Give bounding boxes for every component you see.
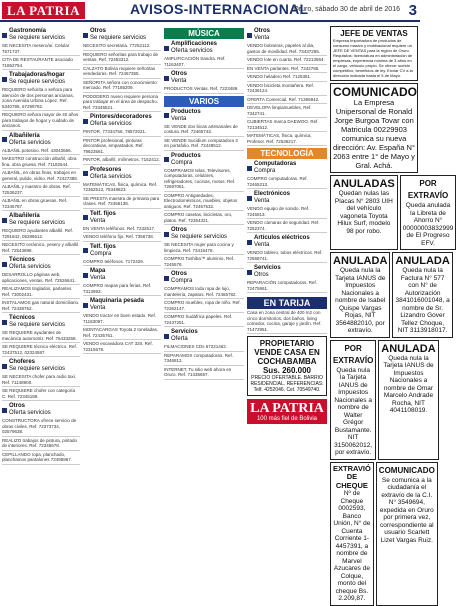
category-subheading: Venta xyxy=(254,35,270,41)
classified-ad: MATEMÁTICAS, física, química. Ref. 72362513, 75348823. xyxy=(83,182,161,195)
category-heading xyxy=(2,133,80,147)
section-band: VARIOS xyxy=(164,96,244,107)
classified-ad: MONTACARGAS Toyota 2 toneladas. Ref. 72435761. xyxy=(83,327,161,340)
category-subheading: Venta xyxy=(90,217,106,224)
classified-ad: CUBIERTAS marca DAEWOO. Ref. 72134512. xyxy=(247,119,327,132)
square-bullet-icon xyxy=(247,33,252,38)
classified-ad: MATEMÁTICAS, física, química, Profesor. Ref. 72536217. xyxy=(247,133,327,146)
category-heading xyxy=(83,298,161,312)
comunicado-1 xyxy=(330,83,418,173)
category-heading xyxy=(83,28,161,42)
square-bullet-icon xyxy=(2,77,7,82)
anulada-3-text: Queda nula la Factura N° 577 con N° de Autorización 3841016001048, a nombre de Sr. Lizandro Gover Tellez Choque, NIT 3113918017. xyxy=(395,267,450,334)
cochabamba-price: Sus. 260.000 xyxy=(262,366,312,375)
comunicado-2-text: Se comunica a la ciudadanía el extravío de la C.I. N° 3549694, expedida en Oruro por primera vez, correspondiente al usuario Scarlett Lizet Vargas Ruiz. xyxy=(379,476,434,544)
classified-ad: MAESTRO construcción albañil, obra fina, obra gruesa. Ref. 71182544. xyxy=(2,156,80,169)
classified-ad: COMPRO Toshiba™ aluminio, Ref. 7245578. xyxy=(164,256,244,269)
extravio-1-title: POR EXTRAVÍO xyxy=(407,179,449,200)
square-bullet-icon xyxy=(247,166,252,171)
category-subheading: Se requiere servicios xyxy=(9,322,66,328)
category-subheading: Compra xyxy=(171,159,193,166)
category-name: Otros xyxy=(171,227,188,233)
page-header xyxy=(0,0,420,22)
anulada-notice-2 xyxy=(330,252,390,338)
category-heading xyxy=(83,244,161,258)
category-name: Telf. fijos xyxy=(90,243,116,250)
anuladas-title: ANULADAS xyxy=(333,178,395,190)
classified-ad: CITA DE RESTAURANTE asociado 71862754. xyxy=(2,57,80,70)
square-bullet-icon xyxy=(83,215,88,220)
category-subheading: Se requiere servicios xyxy=(9,79,66,85)
classified-ad: VENDO excavadora CAT 320. Ref. 72315678. xyxy=(83,341,161,354)
category-name: Servicios xyxy=(171,329,198,335)
category-heading xyxy=(2,213,80,227)
anulada-notice-4 xyxy=(378,340,438,460)
category-heading xyxy=(2,359,80,373)
category-subheading: Se requiere servicios xyxy=(9,35,66,41)
classified-ad: VENDO teléfono fijo. Ref. 7356738. xyxy=(83,234,161,242)
category-heading xyxy=(2,315,80,329)
comunicado-1-title: COMUNICADO xyxy=(333,85,417,99)
category-name: Electrónicos xyxy=(254,191,291,197)
category-name: Técnicos xyxy=(9,257,36,263)
classified-ad: COMPRO mapas para ferias. Ref. 7313993. xyxy=(83,283,161,296)
category-name: Otros xyxy=(90,28,107,34)
square-bullet-icon xyxy=(164,157,169,162)
category-heading xyxy=(164,41,244,55)
classified-ad: SE REQUIERE chofer con categoría C. Ref. 72345189. xyxy=(2,388,80,401)
square-bullet-icon xyxy=(2,262,7,267)
classified-ad: NECESITO cerámico, yesero y albañil. Ref. 72543898. xyxy=(2,242,80,255)
category-name: Otros xyxy=(9,403,26,409)
classified-ad: ALBAÑIL y maestro de obras. Ref. 72536237. xyxy=(2,184,80,197)
square-bullet-icon xyxy=(2,218,7,223)
section-band: TECNOLOGÍA xyxy=(247,148,327,159)
anulada-3-title: ANULADA xyxy=(395,255,450,267)
newspaper-logo: LA PATRIA xyxy=(2,2,85,19)
category-name: Técnicos xyxy=(9,315,36,321)
category-name: Albañilería xyxy=(9,132,40,139)
notices-row-1 xyxy=(330,173,454,250)
comunicado-1-text: La Empresa Unipersonal de Ronald Jorge Burgoa Tovar con Matricula 00229903 comunica su nueva dirección: Av. España N° 2063 entre 1° de Mayo y Gral. Achá. xyxy=(333,98,415,170)
classified-ad: COMPRAMOS telas, Televisores, computadoras, celulares, refrigeradores, cocinas, motos. Ref. 72697061. xyxy=(164,168,244,192)
anulada-4-title: ANULADA xyxy=(381,342,436,355)
category-name: Servicios xyxy=(254,265,281,271)
category-name: Pintores/decoradores xyxy=(90,114,152,120)
category-subheading: Se requiere servicios xyxy=(9,220,66,226)
category-subheading: Se requiere servicios xyxy=(9,366,66,372)
category-subheading: Se requiere servicios xyxy=(90,35,147,41)
extravio-1-text: Queda anulada la Libreta de Ahorro N° 00000003832999 de El Progreso EFV. xyxy=(402,202,454,247)
category-name: Choferes xyxy=(9,359,36,365)
classified-ad: INTERNET, Tu sitio web ahora en Oruro. Ref. 71435697. xyxy=(164,367,244,380)
category-name: Otros xyxy=(171,71,188,77)
category-heading xyxy=(164,271,244,285)
classified-ad: SE NECESITA mesero/a/. Celular 7671737. xyxy=(2,43,80,56)
classified-ad: PODODERO nuevo requiere persona para trabajar en el área de despacho. Ref. 73345521. xyxy=(83,94,161,113)
classified-ad: VENDO tablero, tubos eléctricos. Ref. 72568741. xyxy=(247,250,327,263)
cheque-notice xyxy=(330,462,374,606)
category-heading xyxy=(247,28,327,42)
anulada-2-title: ANULADA xyxy=(333,255,388,267)
jefe-ventas-title: JEFE DE VENTAS xyxy=(340,29,408,38)
notices-row-3 xyxy=(330,338,436,460)
classified-ad: COMPRO computadoras. Ref. 72465213. xyxy=(247,176,327,189)
classified-ad: PINTOR, albañil, milímetros. 7152412. xyxy=(83,157,161,165)
classified-ad: COMPRO casetas, bicicletas, oro, platos. Ref. 72354321. xyxy=(164,212,244,225)
square-bullet-icon xyxy=(247,196,252,201)
category-heading xyxy=(247,235,327,249)
square-bullet-icon xyxy=(164,232,169,237)
classified-ad: INSTALAMOS gas natural domiciliario. Ref. 72438752. xyxy=(2,300,80,313)
classified-ad: COMPRO Sudáfrica papeles. Ref. 72437251. xyxy=(164,314,244,327)
square-bullet-icon xyxy=(164,334,169,339)
column-1 xyxy=(2,26,80,544)
category-name: Telf. fijos xyxy=(90,210,116,217)
category-heading xyxy=(83,167,161,181)
page-number: 3 xyxy=(408,2,417,19)
classified-ad: VENDO bicicleta montañera. Ref. 72436124. xyxy=(247,83,327,96)
cheque-text: Nº de Cheque 0002593, Banco Unión, N° de Cuenta Corriente 1-4457391, a nombre de Marvel Azucares de Colque, monto del cheque Bs. 2.209,87. xyxy=(333,490,371,602)
category-heading xyxy=(2,28,80,42)
category-heading xyxy=(164,71,244,85)
category-subheading: Venta xyxy=(90,275,106,281)
patria-promo-logo: LA PATRIA xyxy=(250,401,324,416)
square-bullet-icon xyxy=(164,276,169,281)
classified-ad: DESARROLLO páginas web, aplicaciones, ventas. Ref. 72526641. xyxy=(2,272,80,285)
classified-ad: REALIZO trabajos de pintura, pintado de interiores. Ref. 72345678. xyxy=(2,438,80,451)
column-3 xyxy=(164,26,244,544)
classified-ad: SE VENDE dos bicas artesanales de costura. Ref. 72465743. xyxy=(164,124,244,137)
category-heading xyxy=(2,72,80,86)
category-heading xyxy=(164,109,244,123)
classified-ad: EN VENTA teléfonos. Ref. 7232517. xyxy=(83,226,161,234)
classified-ad: VENDO equipo de sonido. Ref. 7245813. xyxy=(247,206,327,219)
square-bullet-icon xyxy=(2,408,7,413)
column-4 xyxy=(247,26,327,544)
column-2 xyxy=(83,26,161,544)
cochabamba-ad xyxy=(247,336,327,396)
section-title: AVISOS-INTERNACIONAL xyxy=(130,1,309,17)
category-subheading: Oferta servicios xyxy=(9,139,51,146)
category-subheading: Compra xyxy=(254,168,276,174)
classified-ad: CONSTRUCTORA ofrece servicio de obras civiles. Ref. 72373734, 02579638. xyxy=(2,418,80,437)
notices-row-4 xyxy=(330,460,435,606)
cochabamba-text: PRECIO OFERTABLE. BARRIO RESIDENCIAL. REFERENCIAS: Telf. 4252046. Cel. 70549740. xyxy=(250,375,324,393)
square-bullet-icon xyxy=(83,171,88,176)
square-bullet-icon xyxy=(83,119,88,124)
jefe-ventas-text: Empresa Importadora de productos de consumo masivo y multinacional requiere un JEFE DE VENTAS para la región de Oruro. Requisitos: licenciatura en administración de empresas, experiencia mínima de 3 años en el cargo, vehículo propio. Se ofrece: sueldo competitivo, beneficios de ley. Enviar CV a la dirección indicada hasta el 5 de Mayo. xyxy=(333,38,413,78)
category-heading xyxy=(247,265,327,279)
classified-ad: PRODUCTOS Ventas. Ref. 7223489. xyxy=(164,86,244,94)
category-heading xyxy=(2,403,80,417)
classified-ad: COMPRO Antigüedades, Electrodomésticos, muebles, objetos antiguos. Ref. 72467532. xyxy=(164,193,244,212)
extravio-notice-1 xyxy=(400,175,456,250)
notices-row-2 xyxy=(330,250,450,338)
classified-ad: VENDO tractor en buen estado. Ref. 71183097. xyxy=(83,313,161,326)
extravio-notice-2 xyxy=(330,340,376,460)
category-heading xyxy=(2,257,80,271)
category-name: Productos xyxy=(171,152,201,159)
category-subheading: Venta xyxy=(254,198,270,204)
classified-ad: REALIZAMOS tinglados, parlantes. Ref. 73002431. xyxy=(2,286,80,299)
category-heading xyxy=(247,161,327,175)
category-heading xyxy=(83,268,161,282)
classified-ad: DEVELOPA limpiamuebles, Ref. 7342741. xyxy=(247,105,327,118)
category-name: Albañilería xyxy=(9,213,40,219)
classified-ad: PINTOR. 77334756, 78572021. xyxy=(83,129,161,137)
comunicado-2 xyxy=(376,462,438,606)
classified-ad: PINTOR profesional, pinturas decorativas, empastados. Ref. 79623561. xyxy=(83,138,161,157)
cheque-title: EXTRAVIÓ DE CHEQUE xyxy=(333,463,371,490)
classified-ad: SE NECESITA mujer para cocina y limpieza. Ref. 73416478. xyxy=(164,242,244,255)
anulada-2-text: Queda nula la Tarjeta IANUS de Impuestos Nacionales a nombre de Isabel Quispe Vargas Rojas, NIT 3564882010, por extravío. xyxy=(335,267,386,334)
classified-ad: COMPRAMOS toda ropa de lujo, mantelería, zapatos. Ref. 72465782. xyxy=(164,286,244,299)
category-subheading: Compra xyxy=(90,250,112,257)
category-heading xyxy=(83,211,161,225)
anulada-notice-3 xyxy=(392,252,452,338)
classified-ad: VENDO botineras, papeles al dia, gastos de movilidad. Ref. 73437255. xyxy=(247,43,327,56)
category-subheading: Oferta servicios xyxy=(9,410,51,416)
patria-promo-slogan: 100 más fiel de Bolivia xyxy=(256,416,318,422)
classified-ad: AMPLIFICACIÓN Sandra. Ref. 71163407. xyxy=(164,56,244,69)
category-heading xyxy=(164,153,244,167)
extravio-2-title: POR EXTRAVÍO xyxy=(333,343,374,365)
anulada-4-text: Queda nula la Tarjeta IANUS de Impuestos Nacionales a nombre de Omar Marcelo Andrade Rocha, NIT 4041108019. xyxy=(383,354,434,414)
extravio-2-text: Queda nula la Tarjeta IANUS de Impuestos Nacionales a nombre de Walter Grégor Bustamante. NIT 3150062012, por extravío. xyxy=(334,366,373,456)
square-bullet-icon xyxy=(247,270,252,275)
category-name: Amplificaciones xyxy=(171,41,218,47)
tarija-banner: EN TARIJA xyxy=(247,297,327,309)
category-subheading: Oferta servicios xyxy=(90,121,132,127)
classified-ad: NECESITO secretaria. 77252112. xyxy=(83,43,161,51)
issue-date: Oruro, sábado 30 de abril de 2016 xyxy=(293,6,400,13)
classified-ad: REPARACIÓN computadoras. Ref. 72475861. xyxy=(247,280,327,293)
classified-ad: SEÑORITA señora con conocimiento mercado. Ref. 77185209. xyxy=(83,80,161,93)
classified-ad: SE REQUIERE técnico eléctrico. Ref. 72437512, 02324587. xyxy=(2,344,80,357)
classified-ad: CALZATO Bolivia requiere señoritas vendedoras. Ref. 72467355. xyxy=(83,66,161,79)
classified-ad: SE VENDE Sucidium computadora 3 en portafolio. Ref. 72448512. xyxy=(164,138,244,151)
classified-ad: VENDO cámaras de seguridad. Ref. 7252374. xyxy=(247,220,327,233)
square-bullet-icon xyxy=(2,364,7,369)
category-subheading: Venta xyxy=(90,305,106,311)
classified-ad: EN VENTA parlantes. Ref. 7242785. xyxy=(247,66,327,74)
anuladas-notice xyxy=(330,175,398,250)
column-5 xyxy=(330,26,454,602)
classified-ad: OFERTA Comercial. Ref. 71365842. xyxy=(247,97,327,105)
classified-ad: REQUIERO señorita o señora para atención de dos personas ancianas, zona Avenida Urbina López. Ref. 5340785, 67299782. xyxy=(2,87,80,111)
category-subheading: Venta xyxy=(171,78,187,84)
category-heading xyxy=(247,191,327,205)
classified-ad: VENDO lote en cuarta. Ref. 72213564. xyxy=(247,57,327,65)
classified-ad: ALBAÑIL, en obras finas, trabajos en general, pulido, vidrio. Ref. 72427388. xyxy=(2,170,80,183)
classified-ad: VENDO heladero Ref. 7125381. xyxy=(247,74,327,82)
category-subheading: Venta xyxy=(254,242,270,248)
square-bullet-icon xyxy=(2,320,7,325)
classified-ad: REQUIERO ayudantes albañil. Ref. 7291842, 05286612. xyxy=(2,228,80,241)
classified-ad: COMPRO muebles, ropa de niño. Ref. 72362147. xyxy=(164,300,244,313)
classified-ad: COMPRO teléfonos. 7172429. xyxy=(83,259,161,267)
anuladas-text: Quedan nulas las Placas N° 2803 UIH del vehículo vagoneta Toyota Hilux Surf, modelo 98 por robo. xyxy=(334,190,393,235)
classified-ad: REQUIERO señora mayor de 40 años para trabajos de hogar y cuidado de ancianos. xyxy=(2,112,80,131)
category-name: Maquinaria pesada xyxy=(90,298,145,304)
square-bullet-icon xyxy=(2,33,7,38)
category-subheading: Oferta servicios xyxy=(171,48,213,54)
cochabamba-title: PROPIETARIO VENDE CASA EN COCHABAMBA xyxy=(254,339,320,366)
classified-ad: REQUIERO señoritas para trabajo de ventas. Ref. 72453312. xyxy=(83,52,161,65)
square-bullet-icon xyxy=(83,273,88,278)
tarija-ad-text: Casa en zona central de 400 m2 con cinco dormitorios, dos baños, living comedor, cocina, garaje y jardín. Ref. 71472951. xyxy=(247,310,327,334)
category-name: Otros xyxy=(171,271,188,277)
category-name: Gastronomía xyxy=(9,28,47,34)
classified-ad: ALBAÑIL en obras gruesas. Ref. 72346787. xyxy=(2,198,80,211)
classified-ad: SE REQUIERE ayudantes de mecánica automotriz. Ref. 76433268. xyxy=(2,330,80,343)
category-subheading: Oferta servicios xyxy=(90,173,132,180)
comunicado-2-title: COMUNICADO xyxy=(378,465,435,475)
category-name: Mapa xyxy=(90,268,106,274)
category-subheading: Oferta servicios xyxy=(9,264,51,270)
jefe-ventas-ad xyxy=(330,26,418,81)
category-subheading: Oferta xyxy=(171,336,188,342)
patria-promo xyxy=(247,399,327,424)
square-bullet-icon xyxy=(83,248,88,253)
classified-ad: FILMACIONES CDs 67221462. xyxy=(164,344,244,352)
category-subheading: Compra xyxy=(171,278,193,284)
category-heading xyxy=(164,227,244,241)
category-name: Productos xyxy=(171,108,201,115)
section-band: MÚSICA xyxy=(164,28,244,39)
square-bullet-icon xyxy=(247,240,252,245)
classified-ad: SE NECESITA chofer para radio taxi. Ref. 71148900. xyxy=(2,374,80,387)
category-name: Artículos eléctricos xyxy=(254,235,310,241)
category-name: Profesores xyxy=(90,166,122,173)
category-heading xyxy=(83,114,161,128)
square-bullet-icon xyxy=(164,113,169,118)
category-name: Otros xyxy=(254,28,271,34)
category-heading xyxy=(164,329,244,343)
square-bullet-icon xyxy=(164,76,169,81)
classified-ad: CEPILLANDO ropa, planchado, planchamos pantalones 72495867. xyxy=(2,452,80,465)
classified-ad: ALBAÑIL potosino. Ref. 43043656. xyxy=(2,148,80,156)
square-bullet-icon xyxy=(83,303,88,308)
classified-ad: REPARAMOS computadoras. Ref. 7346812. xyxy=(164,353,244,366)
category-subheading: Otros xyxy=(254,272,269,278)
square-bullet-icon xyxy=(83,33,88,38)
category-subheading: Venta xyxy=(171,115,187,122)
classified-ad: SE PRESTA maestra de primaria para clases. Ref. 72456138. xyxy=(83,196,161,209)
category-subheading: Se requiere servicios xyxy=(171,234,228,240)
category-name: Trabajadoras/hogar xyxy=(9,72,65,78)
category-name: Computadoras xyxy=(254,161,297,167)
square-bullet-icon xyxy=(2,137,7,142)
square-bullet-icon xyxy=(164,46,169,51)
